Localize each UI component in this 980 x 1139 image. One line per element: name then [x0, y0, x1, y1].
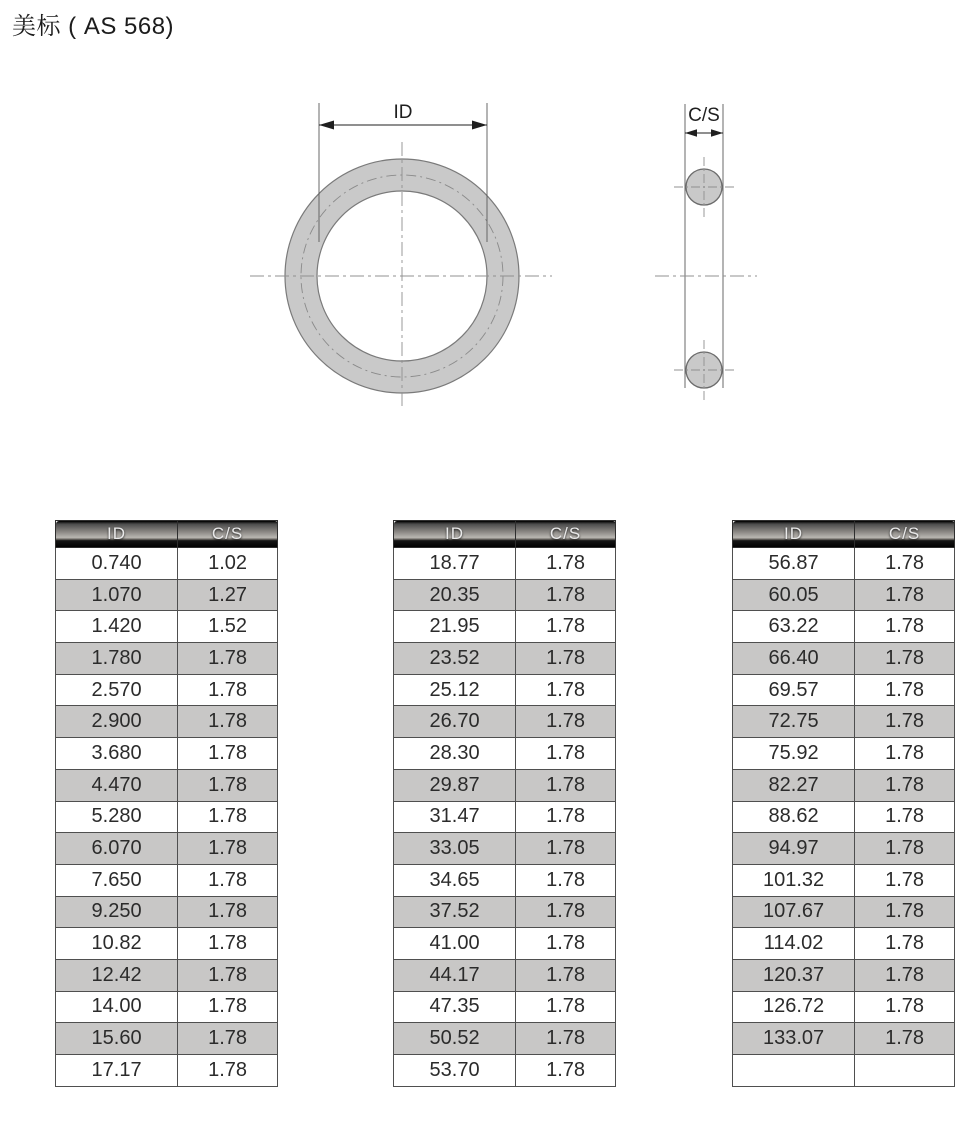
cs-cell: 1.78	[516, 643, 616, 675]
table-row	[733, 674, 955, 706]
id-cell: 20.35	[394, 579, 516, 611]
cs-cell: 1.78	[516, 706, 616, 738]
cs-arrowhead-left-icon	[685, 129, 697, 137]
size-table-2	[393, 520, 616, 1087]
table-row	[56, 579, 278, 611]
cs-cell: 1.78	[178, 738, 278, 770]
table-row	[733, 1023, 955, 1055]
table-row	[733, 864, 955, 896]
table-row	[56, 706, 278, 738]
id-cell: 0.740	[56, 548, 178, 580]
table-row	[733, 928, 955, 960]
table-row	[733, 769, 955, 801]
cs-cell: 1.78	[855, 959, 955, 991]
table-row	[394, 579, 616, 611]
id-cell: 33.05	[394, 833, 516, 865]
oring-diagram	[230, 85, 790, 425]
cs-cell: 1.78	[855, 928, 955, 960]
id-cell: 26.70	[394, 706, 516, 738]
cs-cell: 1.78	[516, 991, 616, 1023]
id-cell: 88.62	[733, 801, 855, 833]
table-header-row	[56, 521, 278, 548]
id-cell: 18.77	[394, 548, 516, 580]
id-cell: 21.95	[394, 611, 516, 643]
cs-cell: 1.78	[855, 674, 955, 706]
id-cell: 2.900	[56, 706, 178, 738]
col-header-id: ID	[394, 521, 516, 548]
cs-cell: 1.78	[516, 579, 616, 611]
cs-cell: 1.78	[855, 991, 955, 1023]
id-cell: 3.680	[56, 738, 178, 770]
id-cell: 6.070	[56, 833, 178, 865]
col-header-cs: C/S	[178, 521, 278, 548]
cs-cell: 1.78	[855, 896, 955, 928]
id-cell: 12.42	[56, 959, 178, 991]
id-cell: 107.67	[733, 896, 855, 928]
table-row	[56, 801, 278, 833]
table-row	[394, 611, 616, 643]
id-cell: 69.57	[733, 674, 855, 706]
id-cell: 94.97	[733, 833, 855, 865]
page-title: 美标 ( AS 568)	[12, 13, 175, 40]
cs-cell: 1.78	[516, 674, 616, 706]
id-cell: 47.35	[394, 991, 516, 1023]
id-cell: 66.40	[733, 643, 855, 675]
table-row	[394, 959, 616, 991]
id-cell: 50.52	[394, 1023, 516, 1055]
id-cell: 17.17	[56, 1055, 178, 1087]
cs-cell: 1.78	[178, 674, 278, 706]
cs-cell: 1.78	[855, 579, 955, 611]
cs-cell: 1.78	[855, 833, 955, 865]
cs-cell: 1.78	[855, 706, 955, 738]
table-row	[733, 548, 955, 580]
id-cell: 44.17	[394, 959, 516, 991]
cs-cell: 1.78	[516, 1055, 616, 1087]
cs-cell: 1.78	[855, 548, 955, 580]
cs-cell: 1.78	[855, 769, 955, 801]
table-row	[56, 643, 278, 675]
cs-cell: 1.78	[516, 864, 616, 896]
table-row	[394, 801, 616, 833]
cs-cell: 1.78	[516, 738, 616, 770]
cs-cell: 1.78	[516, 611, 616, 643]
cs-cell: 1.78	[178, 864, 278, 896]
id-cell: 29.87	[394, 769, 516, 801]
id-cell: 14.00	[56, 991, 178, 1023]
table-row	[394, 643, 616, 675]
col-header-id: ID	[56, 521, 178, 548]
id-cell: 120.37	[733, 959, 855, 991]
cs-cell: 1.78	[516, 548, 616, 580]
cs-cell: 1.78	[855, 1023, 955, 1055]
table-row	[56, 1023, 278, 1055]
table-row	[394, 864, 616, 896]
id-cell: 41.00	[394, 928, 516, 960]
id-arrowhead-left-icon	[319, 121, 334, 130]
table-row	[733, 959, 955, 991]
table-row	[733, 738, 955, 770]
table-row	[56, 1055, 278, 1087]
id-cell: 31.47	[394, 801, 516, 833]
table-row	[733, 991, 955, 1023]
id-cell: 15.60	[56, 1023, 178, 1055]
id-cell: 9.250	[56, 896, 178, 928]
table-row	[56, 738, 278, 770]
id-cell: 126.72	[733, 991, 855, 1023]
cs-cell: 1.78	[178, 643, 278, 675]
id-cell: 1.780	[56, 643, 178, 675]
id-cell: 101.32	[733, 864, 855, 896]
id-cell: 82.27	[733, 769, 855, 801]
id-cell: 56.87	[733, 548, 855, 580]
table-row	[394, 1055, 616, 1087]
cs-cell: 1.78	[855, 738, 955, 770]
table-row	[733, 833, 955, 865]
table-row	[733, 643, 955, 675]
id-cell: 63.22	[733, 611, 855, 643]
table-row	[56, 959, 278, 991]
table-row	[56, 674, 278, 706]
table-row	[56, 896, 278, 928]
cs-cell: 1.78	[516, 833, 616, 865]
cs-cell: 1.78	[178, 1055, 278, 1087]
id-cell: 4.470	[56, 769, 178, 801]
table-row	[56, 991, 278, 1023]
cs-cell: 1.78	[855, 864, 955, 896]
id-cell: 114.02	[733, 928, 855, 960]
cs-cell: 1.78	[178, 1023, 278, 1055]
table-row	[394, 674, 616, 706]
cs-cell: 1.78	[178, 991, 278, 1023]
cs-cell: 1.78	[178, 833, 278, 865]
cs-cell: 1.78	[178, 769, 278, 801]
table-row	[56, 611, 278, 643]
id-cell: 7.650	[56, 864, 178, 896]
cs-cell: 1.78	[178, 928, 278, 960]
table-row	[56, 548, 278, 580]
id-cell: 133.07	[733, 1023, 855, 1055]
table-row	[394, 706, 616, 738]
cs-cell: 1.78	[178, 959, 278, 991]
table-row	[733, 896, 955, 928]
id-cell: 1.420	[56, 611, 178, 643]
table-row	[733, 611, 955, 643]
id-cell: 37.52	[394, 896, 516, 928]
cs-cell: 1.78	[178, 896, 278, 928]
cs-cell: 1.27	[178, 579, 278, 611]
table-row	[394, 738, 616, 770]
table-header-row	[733, 521, 955, 548]
table-row	[394, 928, 616, 960]
table-row	[394, 833, 616, 865]
col-header-cs: C/S	[516, 521, 616, 548]
cs-cell: 1.78	[855, 801, 955, 833]
cs-cell: 1.78	[516, 801, 616, 833]
cs-cell: 1.78	[178, 801, 278, 833]
id-cell: 75.92	[733, 738, 855, 770]
cs-cell: 1.78	[516, 896, 616, 928]
table-row	[733, 579, 955, 611]
id-arrowhead-right-icon	[472, 121, 487, 130]
id-cell: 34.65	[394, 864, 516, 896]
id-cell	[733, 1055, 855, 1087]
table-row	[56, 833, 278, 865]
cs-cell: 1.78	[516, 959, 616, 991]
id-cell: 28.30	[394, 738, 516, 770]
table-header-row	[394, 521, 616, 548]
cs-arrowhead-right-icon	[711, 129, 723, 137]
id-cell: 1.070	[56, 579, 178, 611]
cs-dimension-label: C/S	[688, 105, 720, 126]
id-cell: 25.12	[394, 674, 516, 706]
table-row	[733, 801, 955, 833]
cs-cell: 1.78	[516, 769, 616, 801]
table-row	[733, 706, 955, 738]
cs-cell: 1.78	[516, 928, 616, 960]
cs-cell: 1.78	[855, 611, 955, 643]
table-row	[394, 1023, 616, 1055]
table-row	[733, 1055, 955, 1087]
cs-cell: 1.78	[178, 706, 278, 738]
table-row	[56, 864, 278, 896]
id-cell: 53.70	[394, 1055, 516, 1087]
id-cell: 60.05	[733, 579, 855, 611]
table-row	[56, 928, 278, 960]
size-table-1	[55, 520, 278, 1087]
size-table-3	[732, 520, 955, 1087]
table-row	[394, 769, 616, 801]
col-header-cs: C/S	[855, 521, 955, 548]
id-cell: 10.82	[56, 928, 178, 960]
col-header-id: ID	[733, 521, 855, 548]
cs-cell: 1.78	[516, 1023, 616, 1055]
id-cell: 72.75	[733, 706, 855, 738]
id-cell: 2.570	[56, 674, 178, 706]
cs-cell	[855, 1055, 955, 1087]
cs-cell: 1.02	[178, 548, 278, 580]
id-dimension-label: ID	[393, 102, 413, 123]
cs-cell: 1.52	[178, 611, 278, 643]
table-row	[394, 548, 616, 580]
id-cell: 23.52	[394, 643, 516, 675]
table-row	[394, 991, 616, 1023]
id-cell: 5.280	[56, 801, 178, 833]
cs-cell: 1.78	[855, 643, 955, 675]
table-row	[56, 769, 278, 801]
table-row	[394, 896, 616, 928]
